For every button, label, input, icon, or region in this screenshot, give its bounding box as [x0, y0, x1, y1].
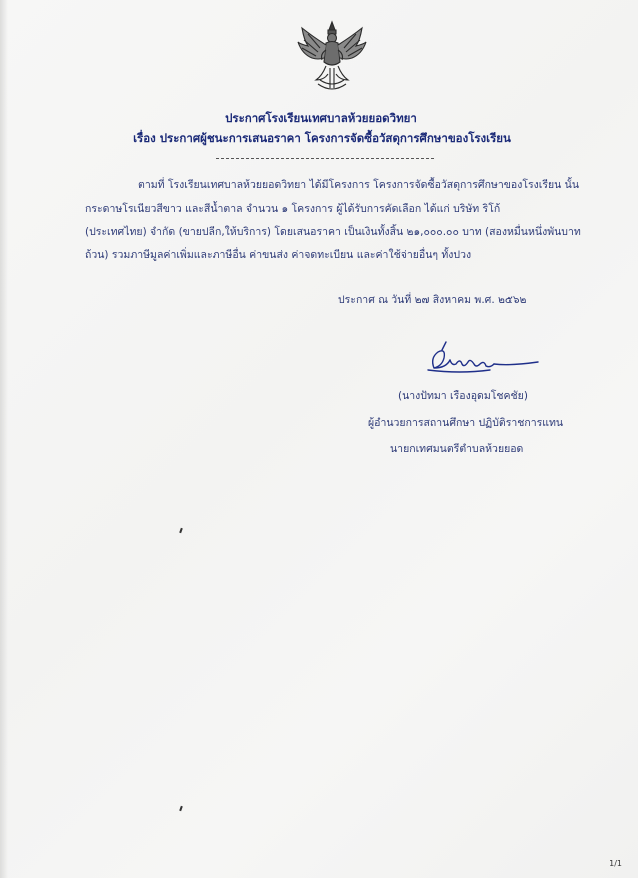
document-title: ประกาศโรงเรียนเทศบาลห้วยยอดวิทยา: [225, 111, 417, 125]
page-number: 1/1: [609, 859, 622, 868]
scan-speck: [179, 528, 183, 533]
announcement-date: ประกาศ ณ วันที่ ๒๗ สิงหาคม พ.ศ. ๒๕๖๒: [338, 294, 527, 306]
signatory-name: (นางปัทมา เรืองอุดมโชคชัย): [398, 390, 528, 402]
garuda-emblem-icon: [292, 18, 372, 98]
signatory-position-2: นายกเทศมนตรีตำบลห้วยยอด: [390, 443, 524, 455]
handwritten-signature: [420, 338, 550, 383]
body-line-2: กระดาษโรเนียวสีขาว และสีน้ำตาล จำนวน ๑ โครงการ ผู้ได้รับการคัดเลือก ได้แก่ บริษัท ริโก้: [85, 203, 501, 215]
signatory-position: ผู้อำนวยการสถานศึกษา ปฏิบัติราชการแทน: [368, 417, 564, 429]
body-line-3: (ประเทศไทย) จำกัด (ขายปลีก,ให้บริการ) โดยเสนอราคา เป็นเงินทั้งสิ้น ๒๑,๐๐๐.๐๐ บาท (สองหมื่นหนึ่งพันบาท: [85, 226, 581, 238]
scan-speck: [179, 806, 183, 811]
divider: [216, 158, 434, 159]
document-subject: เรื่อง ประกาศผู้ชนะการเสนอราคา โครงการจัดซื้อวัสดุการศึกษาของโรงเรียน: [133, 131, 511, 145]
body-line-4: ถ้วน) รวมภาษีมูลค่าเพิ่มและภาษีอื่น ค่าขนส่ง ค่าจดทะเบียน และค่าใช้จ่ายอื่นๆ ทั้งปวง: [85, 249, 472, 261]
body-line-1: ตามที่ โรงเรียนเทศบาลห้วยยอดวิทยา ได้มีโครงการ โครงการจัดซื้อวัสดุการศึกษาของโรงเรียน นั้น: [138, 179, 580, 191]
